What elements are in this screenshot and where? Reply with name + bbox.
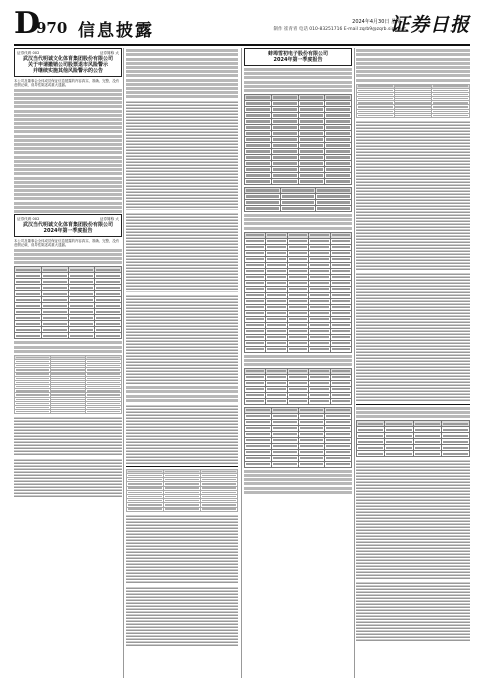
dense-table-block	[356, 581, 470, 641]
financial-table	[244, 232, 352, 353]
masthead-rule	[14, 44, 470, 46]
section-rule	[126, 466, 238, 467]
dense-table-block	[356, 120, 470, 270]
announcement-box	[14, 214, 122, 237]
dense-table-block	[126, 212, 238, 292]
dense-table-block	[126, 514, 238, 584]
dense-table-block	[126, 404, 238, 464]
body-text	[14, 89, 122, 213]
dense-table-block	[14, 458, 122, 498]
body-text	[14, 341, 122, 352]
dense-table-block	[126, 586, 238, 646]
body-text	[244, 214, 352, 230]
stock-abbr: 证券简称 大	[99, 51, 119, 55]
financial-table	[14, 266, 122, 339]
announcement-title: 并继续实施其他风险警示的公告	[32, 68, 103, 74]
body-text	[244, 68, 352, 92]
column-divider	[123, 48, 124, 678]
newspaper-logo: 证券日报	[389, 14, 470, 36]
announcement-title: 蚌埠雪初电子股份有限公司	[267, 51, 328, 57]
financial-table	[14, 355, 122, 415]
body-text	[244, 355, 352, 366]
dense-table-block	[356, 272, 470, 402]
body-text	[126, 386, 238, 402]
column-2	[126, 48, 238, 678]
section-title: 信息披露	[78, 21, 154, 41]
body-text	[356, 407, 470, 418]
page-letter: D	[14, 6, 41, 41]
column-divider	[354, 48, 355, 678]
column-4	[356, 48, 470, 678]
page-number: 970	[36, 19, 68, 37]
announcement-box	[14, 48, 122, 77]
financial-table	[126, 469, 238, 512]
dense-table-block	[126, 294, 238, 384]
issue-date: 2024年4月30日 星期二	[352, 19, 406, 25]
announcement-title: 2024年第一季度报告	[43, 228, 93, 235]
disclosure-notice: 本公司及董事会全体成员保证信息披露的内容真实、准确、完整，没有虚假记载、误导性陈述或重大遗漏。	[14, 239, 120, 248]
section-rule	[356, 404, 470, 405]
stock-code: 证券代码 002	[17, 217, 40, 222]
financial-table	[244, 368, 352, 405]
financial-table	[244, 187, 352, 212]
announcement-title: 2024年第一季度报告	[273, 57, 323, 63]
financial-table	[244, 94, 352, 185]
financial-table	[356, 84, 470, 119]
column-1	[14, 48, 122, 678]
stock-abbr: 证券简称 大	[99, 217, 119, 222]
announcement-title: 武汉当代明诚文化体育集团股份有限公司	[22, 222, 113, 229]
masthead	[14, 8, 470, 44]
announcement-title: 关于申请撤销公司股票退市风险警示	[27, 62, 108, 68]
stock-code: 证券代码 002	[17, 51, 40, 55]
editor-contact: 制作 崔青青 电话 010-83251716 E-mail zqrb9@zqrb.sina.net	[273, 27, 406, 32]
dense-table-block	[126, 100, 238, 210]
announcement-box	[244, 48, 352, 66]
disclosure-notice: 本公司及董事会全体成员保证信息披露的内容真实、准确、完整，没有虚假记载、误导性陈述或重大遗漏。	[14, 79, 120, 88]
financial-table	[244, 407, 352, 468]
dense-table-block	[356, 459, 470, 579]
financial-table	[356, 420, 470, 457]
announcement-title: 武汉当代明诚文化体育集团股份有限公司	[22, 56, 113, 62]
body-text	[356, 49, 470, 81]
column-divider	[241, 48, 242, 678]
body-text	[244, 470, 352, 494]
body-text	[14, 249, 122, 265]
dense-table-block	[14, 416, 122, 456]
body-text	[126, 49, 238, 98]
column-3	[244, 48, 352, 678]
